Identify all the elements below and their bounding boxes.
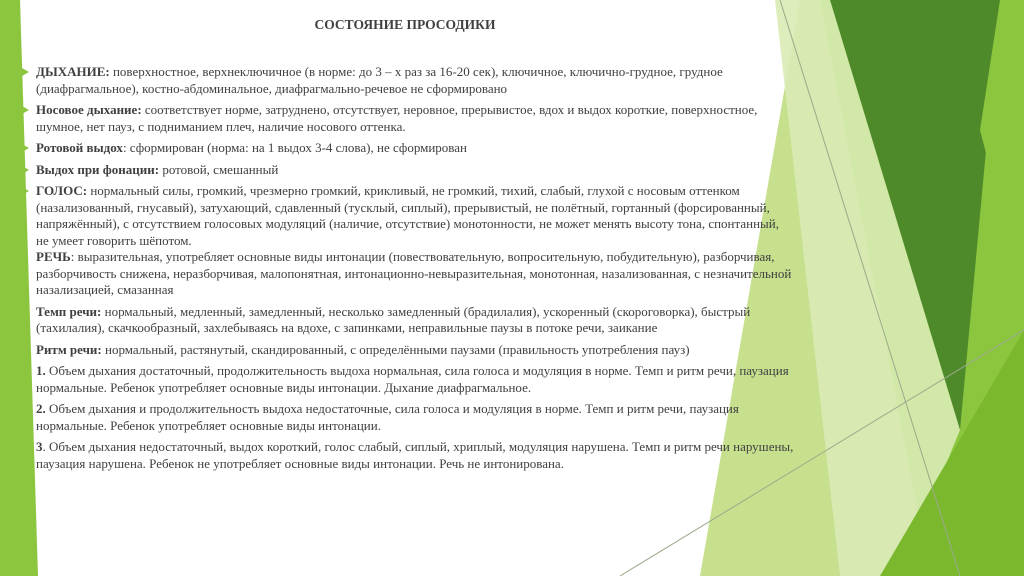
item-label: ДЫХАНИЕ:: [36, 64, 110, 79]
item-text: : сформирован (норма: на 1 выдох 3-4 слова), не сформирован: [122, 140, 467, 155]
slide-title: СОСТОЯНИЕ ПРОСОДИКИ: [314, 17, 496, 32]
item-speech-tempo: [22, 304, 794, 337]
item-label: ГОЛОС:: [36, 183, 88, 198]
item-text: . Объем дыхания недостаточный, выдох короткий, голос слабый, сиплый, хриплый, модуляция нарушена. Темп и ритм речи нарушены, паузация нарушена. Ребенок не употребляет основные виды интонации. Речь не интонирована.: [36, 439, 794, 471]
item-voice: [22, 183, 794, 299]
item-speech: [36, 249, 794, 299]
item-label: 1.: [36, 363, 46, 378]
item-text: соответствует норме, затруднено, отсутствует, неровное, прерывистое, вдох и выдох короткие, поверхностное, шумное, нет пауз, с подниманием плеч, наличие носового оттенка.: [36, 102, 758, 134]
item-label: Ротовой выдох: [36, 140, 123, 155]
item-label: Ритм речи:: [36, 341, 102, 357]
item-level-3: [22, 439, 794, 472]
item-level-2: [22, 401, 794, 434]
triangle-right-icon: [22, 166, 29, 174]
triangle-right-icon: [22, 367, 29, 375]
item-label: 3: [36, 439, 43, 454]
item-phonation-exhale: [22, 162, 794, 179]
triangle-right-icon: [22, 308, 29, 316]
item-label: Носовое дыхание:: [36, 102, 142, 117]
item-speech-rhythm: [22, 342, 794, 359]
item-text: нормальный, медленный, замедленный, несколько замедленный (брадилалия), ускоренный (скороговорка), быстрый (тахилалия), скачкообразный, захлебываясь на вдохе, с запинками, неправильные паузы в потоке речи, заикание: [36, 303, 751, 335]
triangle-right-icon: [22, 68, 29, 76]
item-nasal-breathing: [22, 102, 794, 135]
item-text: Объем дыхания достаточный, продолжительность выдоха нормальная, сила голоса и модуляция в норме. Темп и ритм речи, паузация нормальные. Ребенок употребляет основные виды интонации. Дыхание диафрагмальное.: [36, 363, 789, 395]
triangle-right-icon: [22, 187, 29, 195]
item-text: ротовой, смешанный: [159, 161, 279, 177]
triangle-right-icon: [22, 144, 29, 152]
triangle-right-icon: [22, 443, 29, 451]
triangle-right-icon: [22, 405, 29, 413]
item-text: нормальный, растянутый, скандированный, с определёнными паузами (правильность употребления пауз): [101, 341, 690, 357]
triangle-right-icon: [22, 106, 29, 114]
item-label: Выдох при фонации:: [36, 161, 160, 177]
item-label: 2.: [36, 401, 46, 416]
item-sub-text: : выразительная, употребляет основные виды интонации (повествовательную, вопросительную, побудительную), разборчивая, разборчивость снижена, неразборчивая, малопонятная, интонационно-невыразительная, монотонная, назализованная, с незначительной назализацией, смазанная: [36, 249, 792, 297]
item-text: нормальный силы, громкий, чрезмерно громкий, крикливый, не громкий, тихий, слабый, глухой с носовым оттенком (назализованный, гнусавый), затухающий, сдавленный (тусклый, сиплый), прерывистый, не полётный, гортанный (форсированный, напряжённый), с отсутствием голосовых модуляций (наличие, отсутствие) монотонности, не может менять высоту тона, спонтанный, не умеет говорить шёпотом.: [36, 183, 779, 248]
item-text: поверхностное, верхнеключичное (в норме: до 3 – х раз за 16-20 сек), ключичное, ключично-грудное, грудное (диафрагмальное), костно-абдоминальное, диафрагмально-речевое не сформировано: [36, 64, 723, 96]
item-text: Объем дыхания и продолжительность выдоха недостаточные, сила голоса и модуляция в норме. Темп и ритм речи, паузация нормальные. Ребенок употребляет основные виды интонации.: [36, 401, 739, 433]
content-list: [22, 64, 794, 477]
triangle-right-icon: [22, 346, 29, 354]
item-level-1: [22, 363, 794, 396]
item-oral-exhale: [22, 140, 794, 157]
item-sub-label: РЕЧЬ: [36, 249, 71, 264]
item-breathing: [22, 64, 794, 97]
item-label: Темп речи:: [36, 303, 102, 319]
